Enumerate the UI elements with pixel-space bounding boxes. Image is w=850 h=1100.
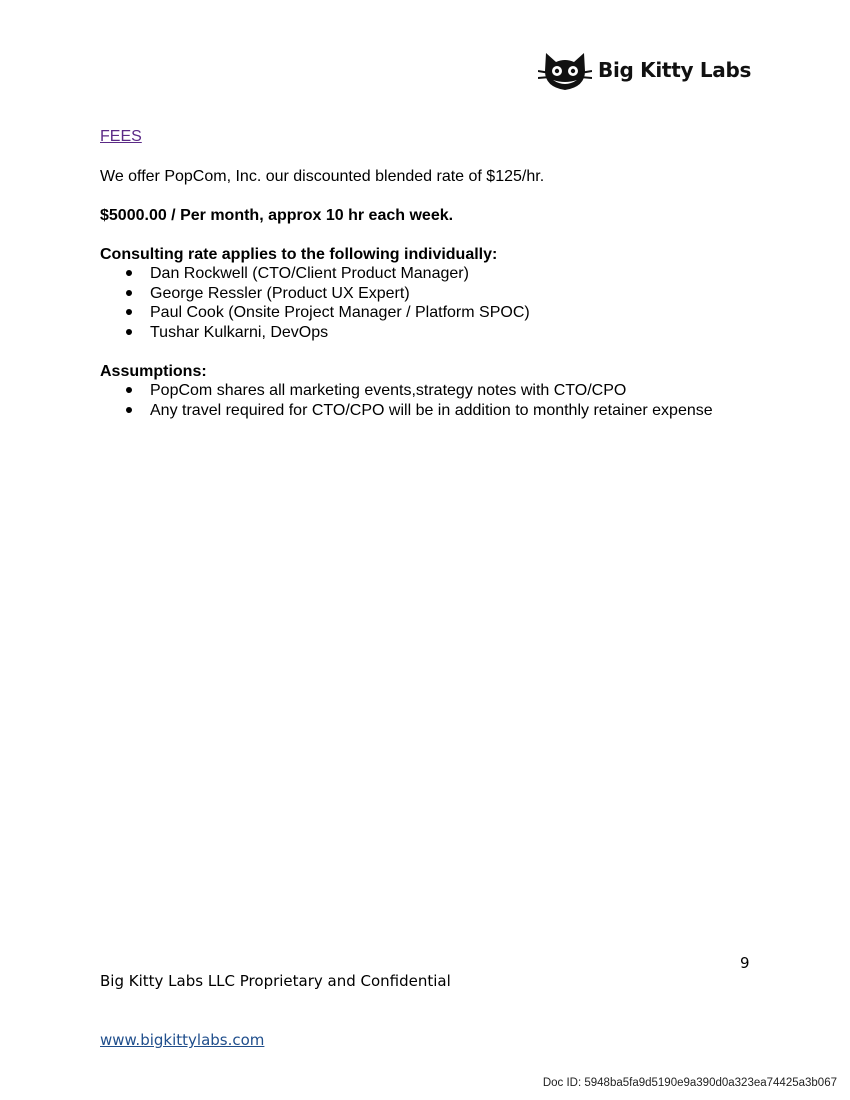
offer-paragraph: We offer PopCom, Inc. our discounted blended rate of $125/hr. (100, 168, 545, 185)
consultant-name: Tushar Kulkarni, DevOps (150, 323, 329, 341)
monthly-rate-paragraph: $5000.00 / Per month, approx 10 hr each week. (100, 207, 454, 224)
assumption-text: PopCom shares all marketing events,strategy notes with CTO/CPO (150, 382, 627, 399)
assumptions-heading: Assumptions: (100, 363, 207, 380)
confidentiality-notice: Big Kitty Labs LLC Proprietary and Confidential (100, 972, 451, 990)
list-item (100, 303, 530, 323)
list-item (100, 264, 530, 284)
website-link[interactable]: www.bigkittylabs.com (100, 1031, 265, 1049)
consulting-heading: Consulting rate applies to the following individually: (100, 246, 498, 263)
bullet-icon (126, 309, 132, 315)
page-number: 9 (740, 954, 750, 972)
document-id: Doc ID: 5948ba5fa9d5190e9a390d0a323ea74425a3b067 (542, 1077, 837, 1089)
consultant-name: Dan Rockwell (CTO/Client Product Manager) (150, 265, 469, 282)
brand-logo (538, 46, 751, 94)
consultant-name: Paul Cook (Onsite Project Manager / Platform SPOC) (150, 304, 530, 321)
brand-name: Big Kitty Labs (598, 58, 752, 82)
list-item (100, 381, 713, 401)
assumption-text: Any travel required for CTO/CPO will be in addition to monthly retainer expense (150, 401, 713, 419)
bullet-icon (126, 290, 132, 296)
assumptions-list (100, 381, 713, 420)
bullet-icon (126, 270, 132, 276)
list-item (100, 284, 530, 304)
list-item (100, 401, 713, 421)
bullet-icon (126, 387, 132, 393)
consultant-list (100, 264, 530, 342)
list-item (100, 323, 530, 343)
section-title-fees: FEES (100, 128, 142, 145)
bullet-icon (126, 329, 132, 335)
bullet-icon (126, 407, 132, 413)
consultant-name: George Ressler (Product UX Expert) (150, 284, 410, 302)
cat-face-icon (538, 47, 592, 93)
